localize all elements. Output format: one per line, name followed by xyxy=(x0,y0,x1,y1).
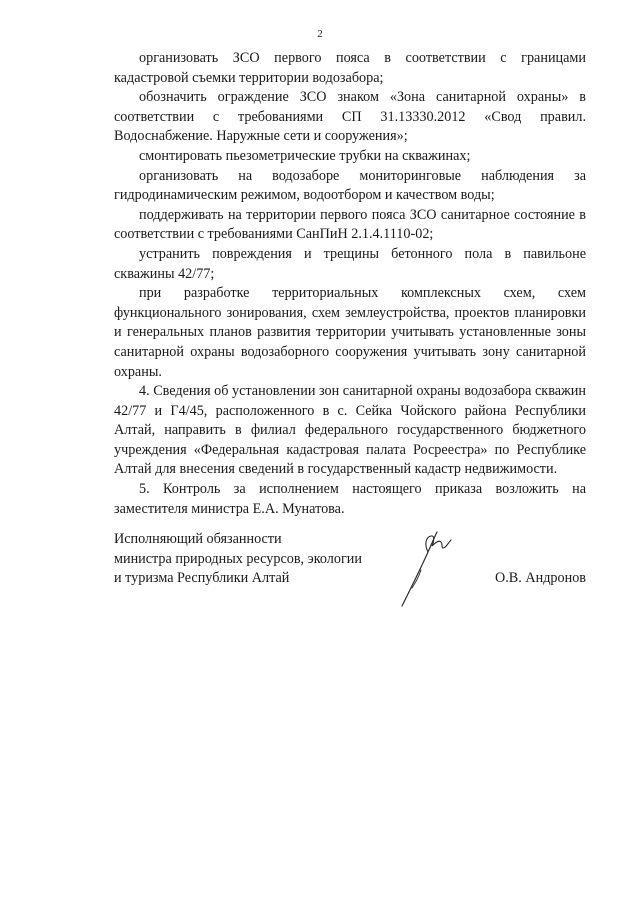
signatory-title-line: Исполняющий обязанности xyxy=(114,531,282,547)
paragraph-item-5: 5. Контроль за исполнением настоящего приказа возложить на заместителя министра Е.А. Мунатова. xyxy=(114,481,586,517)
signatory-title-line: и туризма Республики Алтай xyxy=(114,570,290,587)
signatory-title-line: министра природных ресурсов, экологии xyxy=(114,550,362,567)
paragraph-sanitary-state: поддерживать на территории первого пояса ЗСО санитарное состояние в соответствии с требованиями СанПиН 2.1.4.1110-02; xyxy=(114,206,586,243)
signature-block xyxy=(114,530,586,610)
signatory-name: О.В. Андронов xyxy=(495,570,586,586)
document-body xyxy=(114,49,586,519)
page-number: 2 xyxy=(317,28,323,40)
signatory-title xyxy=(114,530,362,589)
paragraph-territorial-schemes: при разработке территориальных комплексных схем, схем функционального зонирования, схем землеустройства, проектов планировки и генеральных планов развития территории учитывать установленные зоны санитарной охраны водозаборного сооружения учитывать зону санитарной охраны. xyxy=(114,285,586,380)
paragraph-floor-repair: устранить повреждения и трещины бетонного пола в павильоне скважины 42/77; xyxy=(114,245,586,282)
paragraph-zso-fence-sign: обозначить ограждение ЗСО знаком «Зона санитарной охраны» в соответствии с требованиями СП 31.13330.2012 «Свод правил. Водоснабжение. Наружные сети и сооружения»; xyxy=(114,89,586,145)
paragraph-zso-boundaries: организовать ЗСО первого пояса в соответствии с границами кадастровой съемки территории водозабора; xyxy=(114,50,586,86)
paragraph-item-4: 4. Сведения об установлении зон санитарной охраны водозабора скважин 42/77 и Г4/45, расположенного в с. Сейка Чойского района Республики Алтай, направить в филиал федерального государственного бюджетного учреждения «Федеральная кадастровая палата Росреестра» по Республике Алтай для внесения сведений в государственный кадастр недвижимости. xyxy=(114,383,586,478)
handwritten-signature-icon xyxy=(388,526,458,610)
paragraph-monitoring: организовать на водозаборе мониторинговые наблюдения за гидродинамическим режимом, водоотбором и качеством воды; xyxy=(114,167,586,204)
paragraph-piezometric-tubes: смонтировать пьезометрические трубки на скважинах; xyxy=(139,147,471,164)
